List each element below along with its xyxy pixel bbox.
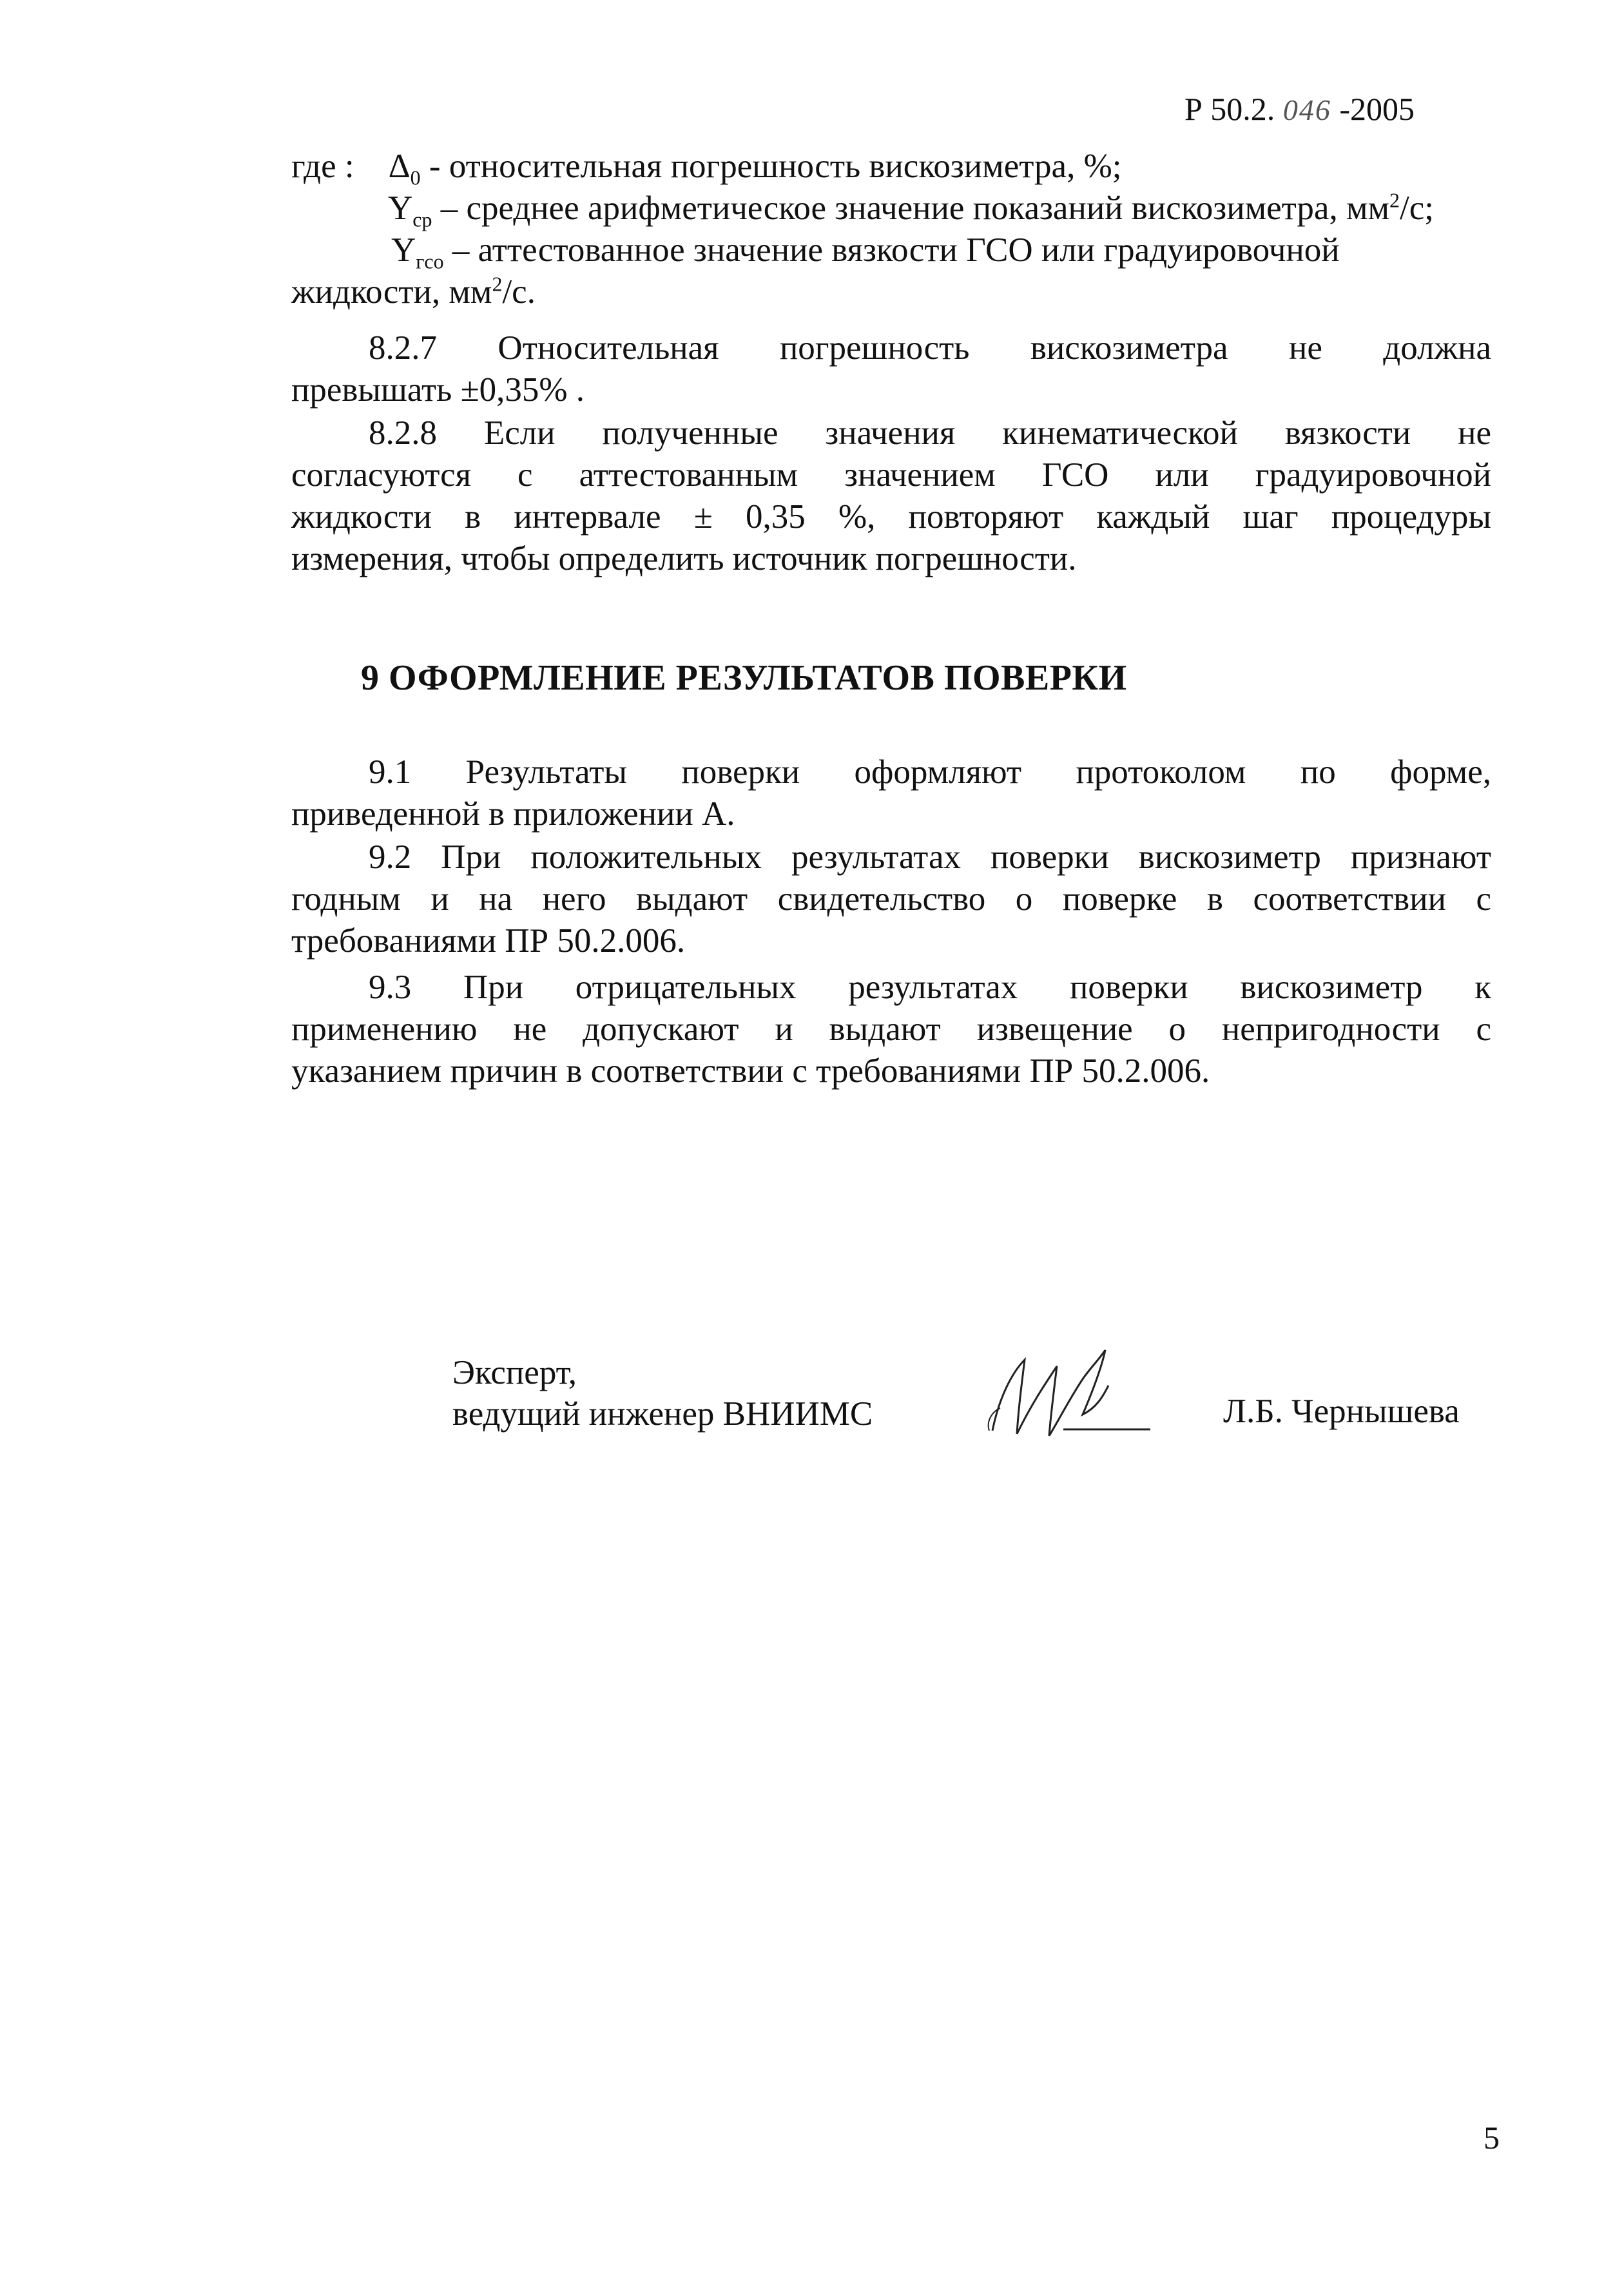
p92-line2: годным и на него выдают свидетельство о поверке в соответствии с xyxy=(291,880,1491,918)
signoff-role-line2: ведущий инженер ВНИИМС xyxy=(452,1395,873,1433)
definition-ygso xyxy=(291,229,1491,271)
doc-prefix: Р 50.2. xyxy=(1184,91,1275,127)
ygso-subscript: гсо xyxy=(416,249,444,273)
p828-line2: согласуются с аттестованным значением ГСО или градуировочной xyxy=(291,456,1491,494)
p91-line2: приведенной в приложении А. xyxy=(291,795,735,833)
signoff-role-line1: Эксперт, xyxy=(452,1354,577,1391)
ycp-subscript: ср xyxy=(412,208,432,231)
p92-line3: требованиями ПР 50.2.006. xyxy=(291,922,686,960)
delta-description: - относительная погрешность вискозиметра, %; xyxy=(420,148,1122,185)
p827-line1: 8.2.7 Относительная погрешность вискозиметра не должна xyxy=(369,329,1491,367)
doc-year: -2005 xyxy=(1339,91,1415,127)
ygso-unit-superscript: 2 xyxy=(492,272,503,296)
ygso-cont-text: жидкости, мм xyxy=(291,273,492,311)
definition-ygso-continued xyxy=(291,271,1491,313)
paragraph-8-2-7 xyxy=(291,327,1491,411)
p92-line1: 9.2 При положительных результатах поверки вискозиметр признают xyxy=(369,838,1491,876)
p91-line1: 9.1 Результаты поверки оформляют протоколом по форме, xyxy=(369,753,1491,791)
doc-number-handwritten: 046 xyxy=(1282,93,1331,126)
paragraph-9-3 xyxy=(291,967,1491,1092)
p93-line2: применению не допускают и выдают извещение о непригодности с xyxy=(291,1010,1491,1048)
ygso-symbol: Y xyxy=(391,231,416,269)
ygso-description: – аттестованное значение вязкости ГСО или градуировочной xyxy=(443,231,1340,269)
p93-line3: указанием причин в соответствии с требованиями ПР 50.2.006. xyxy=(291,1052,1210,1090)
section-9-heading: 9 ОФОРМЛЕНИЕ РЕЗУЛЬТАТОВ ПОВЕРКИ xyxy=(361,658,1127,698)
page-number: 5 xyxy=(1484,2120,1500,2156)
signoff-name: Л.Б. Чернышева xyxy=(1223,1393,1460,1430)
ycp-description: – среднее арифметическое значение показаний вискозиметра, мм xyxy=(432,189,1390,227)
ycp-unit-tail: /с; xyxy=(1400,189,1435,227)
ygso-unit-tail: /с. xyxy=(502,273,536,311)
ycp-symbol: Y xyxy=(388,189,413,227)
paragraph-9-1 xyxy=(291,751,1491,835)
p93-line1: 9.3 При отрицательных результатах поверки вискозиметр к xyxy=(369,969,1491,1006)
where-label: где : xyxy=(291,148,354,185)
definition-delta xyxy=(291,146,1491,188)
definition-ycp xyxy=(291,188,1491,229)
document-designation xyxy=(1184,90,1415,128)
p827-line2: превышать ±0,35% . xyxy=(291,371,585,409)
p828-line4: измерения, чтобы определить источник погрешности. xyxy=(291,540,1077,577)
paragraph-8-2-8 xyxy=(291,412,1491,580)
definitions-block xyxy=(291,146,1491,313)
signoff-role xyxy=(452,1352,873,1435)
p828-line1: 8.2.8 Если полученные значения кинематической вязкости не xyxy=(369,414,1491,452)
ycp-unit-superscript: 2 xyxy=(1389,188,1400,212)
handwritten-signature xyxy=(986,1347,1154,1444)
delta-symbol: Δ xyxy=(388,148,411,185)
delta-subscript: 0 xyxy=(410,166,421,189)
p828-line3: жидкости в интервале ± 0,35 %, повторяют каждый шаг процедуры xyxy=(291,498,1491,536)
paragraph-9-2 xyxy=(291,836,1491,962)
